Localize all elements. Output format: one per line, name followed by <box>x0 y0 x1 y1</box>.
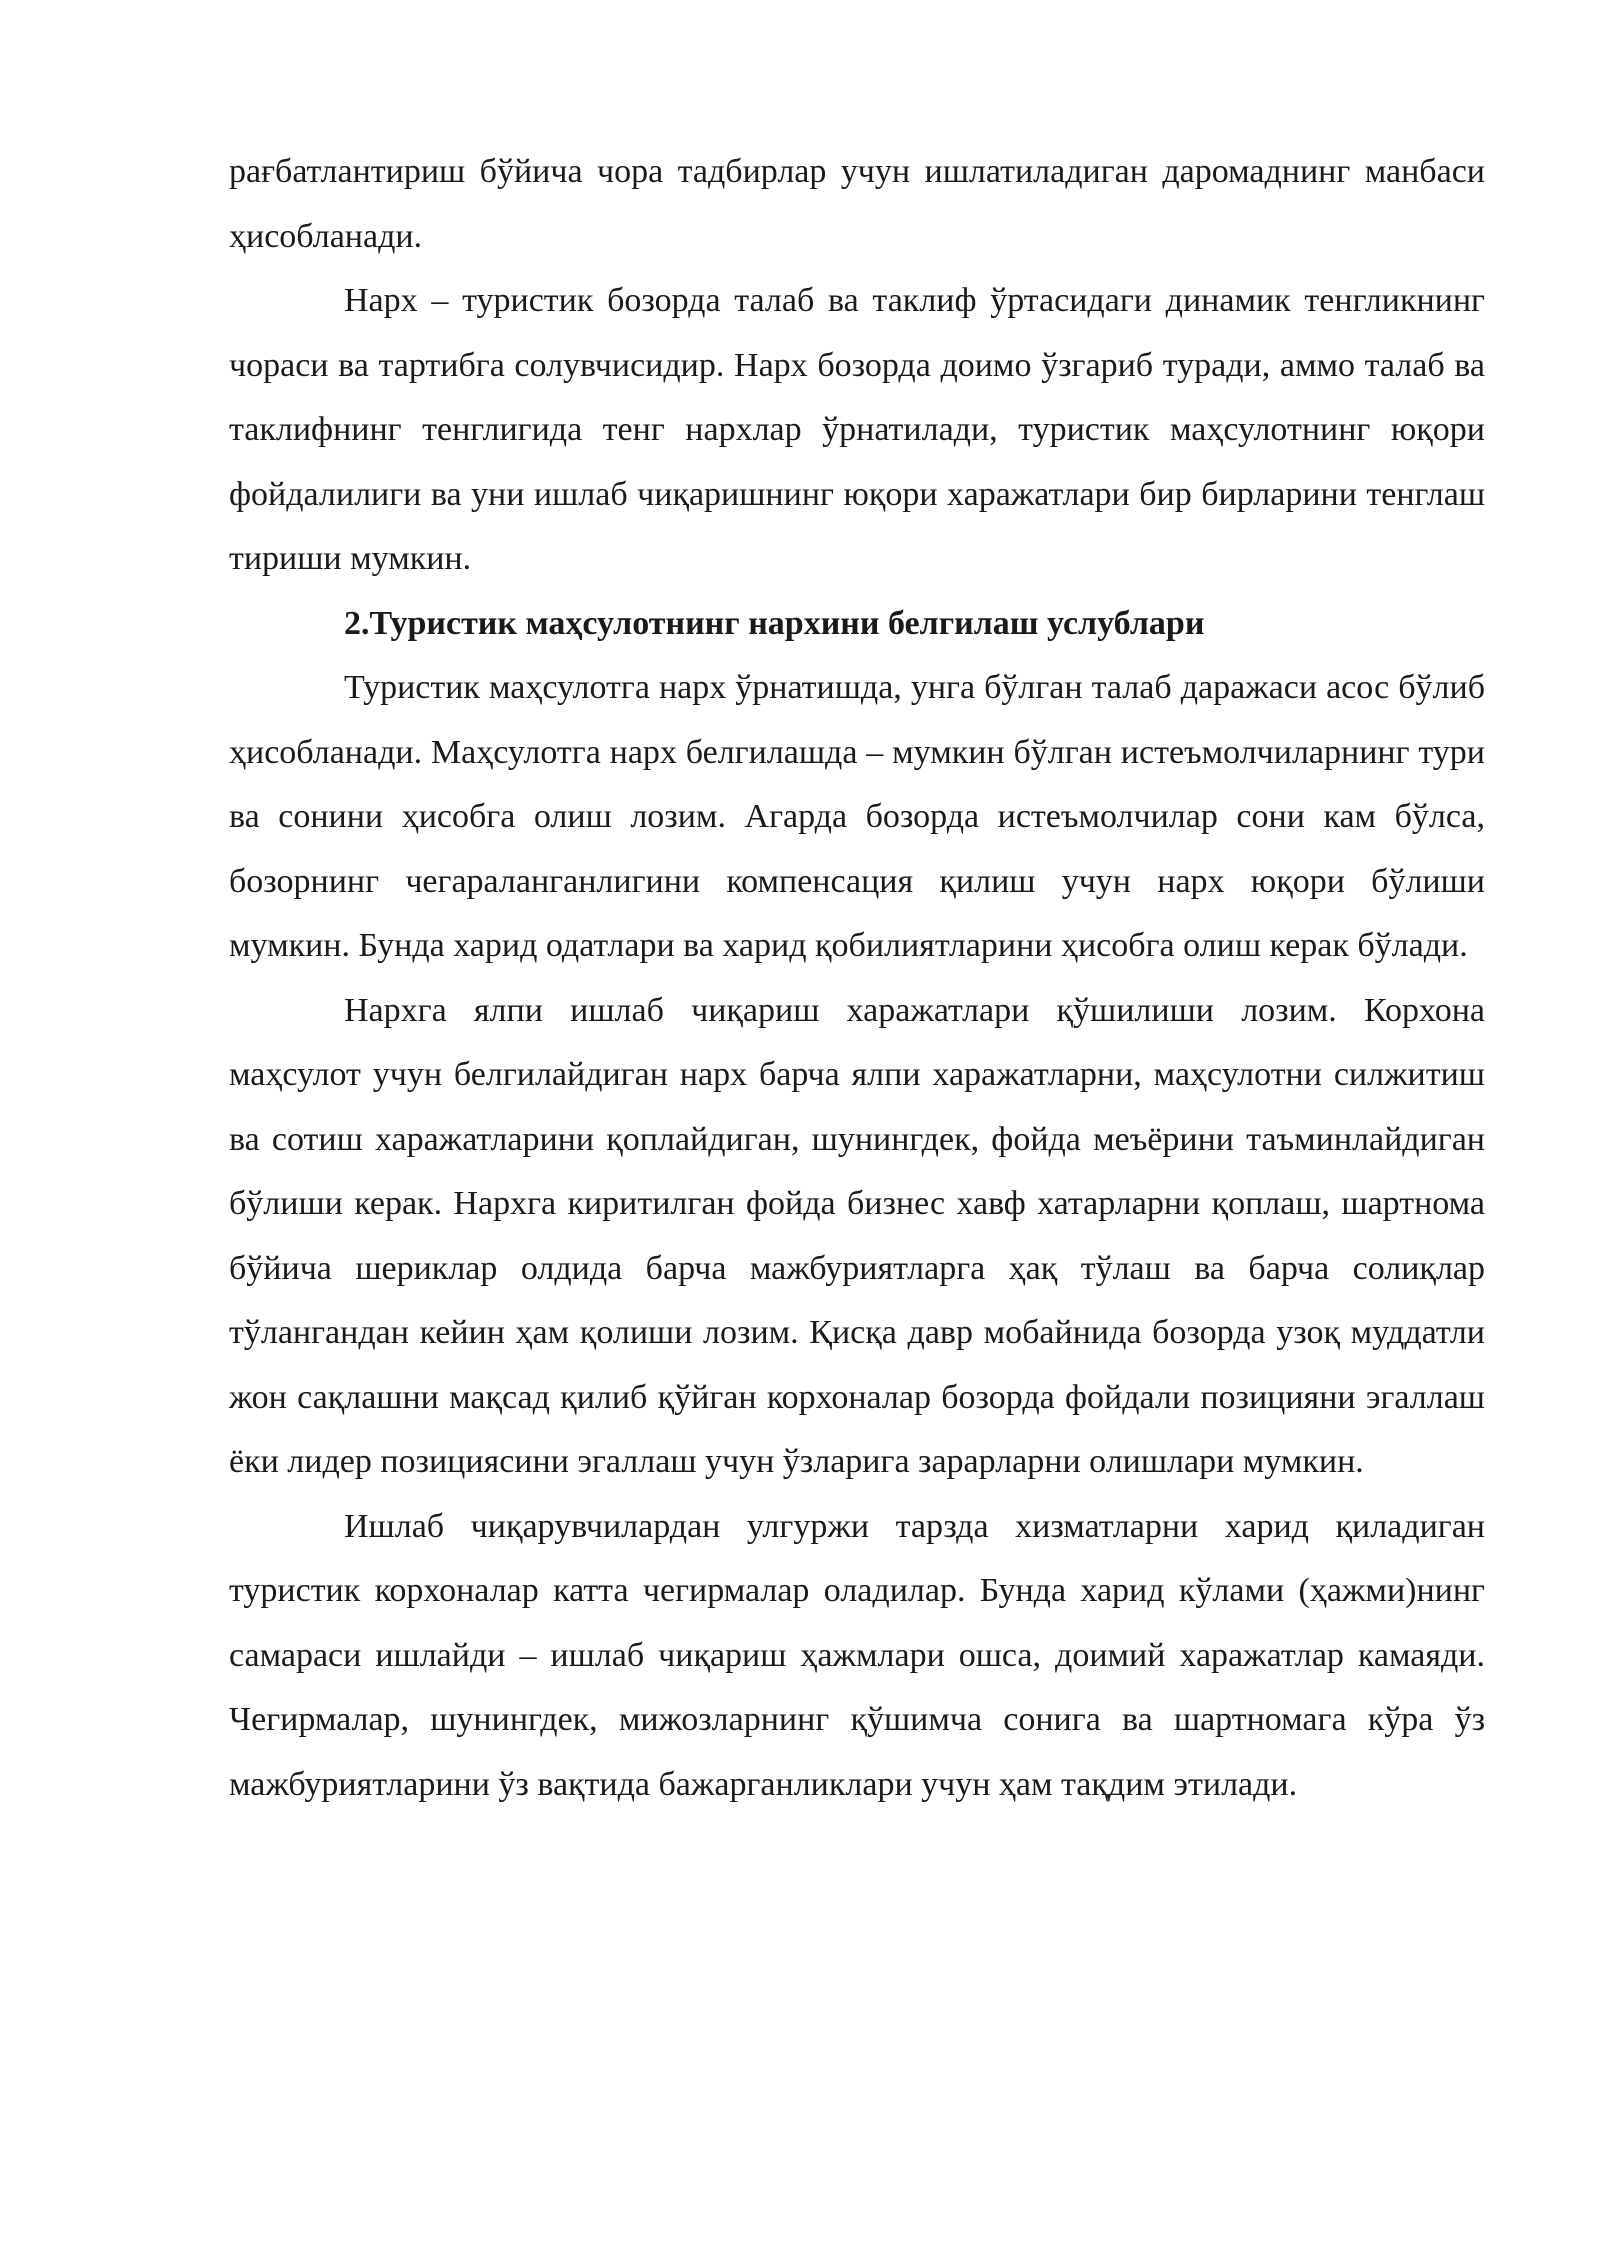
document-body <box>229 140 1485 1817</box>
paragraph-wholesale-discounts: Ишлаб чиқарувчилардан улгуржи тарзда хизматларни харид қиладиган туристик корхоналар катта чегирмалар оладилар. Бунда харид кўлами (ҳажми)нинг самараси ишлайди – ишлаб чиқариш ҳажмлари ошса, доимий харажатлар камаяди. Чегирмалар, шунингдек, мижозларнинг қўшимча сонига ва шартномага кўра ўз мажбуриятларини ўз вақтида бажарганликлари учун ҳам тақдим этилади. <box>229 1507 1485 1803</box>
paragraph-demand-level: Туристик маҳсулотга нарх ўрнатишда, унга бўлган талаб даражаси асос бўлиб ҳисобланади. Маҳсулотга нарх белгилашда – мумкин бўлган истеъмолчиларнинг тури ва сонини ҳисобга олиш лозим. Агарда бозорда истеъмолчилар сони кам бўлса, бозорнинг чегараланганлигини компенсация қилиш учун нарх юқори бўлиши мумкин. Бунда харид одатлари ва харид қобилиятларини ҳисобга олиш керак бўлади. <box>229 669 1485 964</box>
section-heading: 2.Туристик маҳсулотнинг нархини белгилаш услублари <box>344 604 1205 642</box>
paragraph-production-costs: Нархга ялпи ишлаб чиқариш харажатлари қўшилиши лозим. Корхона маҳсулот учун белгилайдиган нарх барча ялпи харажатларни, маҳсулотни силжитиш ва сотиш харажатларини қоплайдиган, шунингдек, фойда меъёрини таъминлайдиган бўлиши керак. Нархга киритилган фойда бизнес хавф хатарларни қоплаш, шартнома бўйича шериклар олдида барча мажбуриятларга ҳақ тўлаш ва барча солиқлар тўлангандан кейин ҳам қолиши лозим. Қисқа давр мобайнида бозорда узоқ муддатли жон сақлашни мақсад қилиб қўйган корхоналар бозорда фойдали позицияни эгаллаш ёки лидер позициясини эгаллаш учун ўзларига зарарларни олишлари мумкин. <box>229 991 1485 1480</box>
paragraph-price-definition: Нарх – туристик бозорда талаб ва таклиф ўртасидаги динамик тенгликнинг чораси ва тартибга солувчисидир. Нарх бозорда доимо ўзгариб туради, аммо талаб ва таклифнинг тенглигида тенг нархлар ўрнатилади, туристик маҳсулотнинг юқори фойдалилиги ва уни ишлаб чиқаришнинг юқори харажатлари бир бирларини тенглаш тириши мумкин. <box>229 282 1485 577</box>
paragraph-continuation: рағбатлантириш бўйича чора тадбирлар учун ишлатиладиган даромаднинг манбаси ҳисобланади. <box>229 153 1485 255</box>
